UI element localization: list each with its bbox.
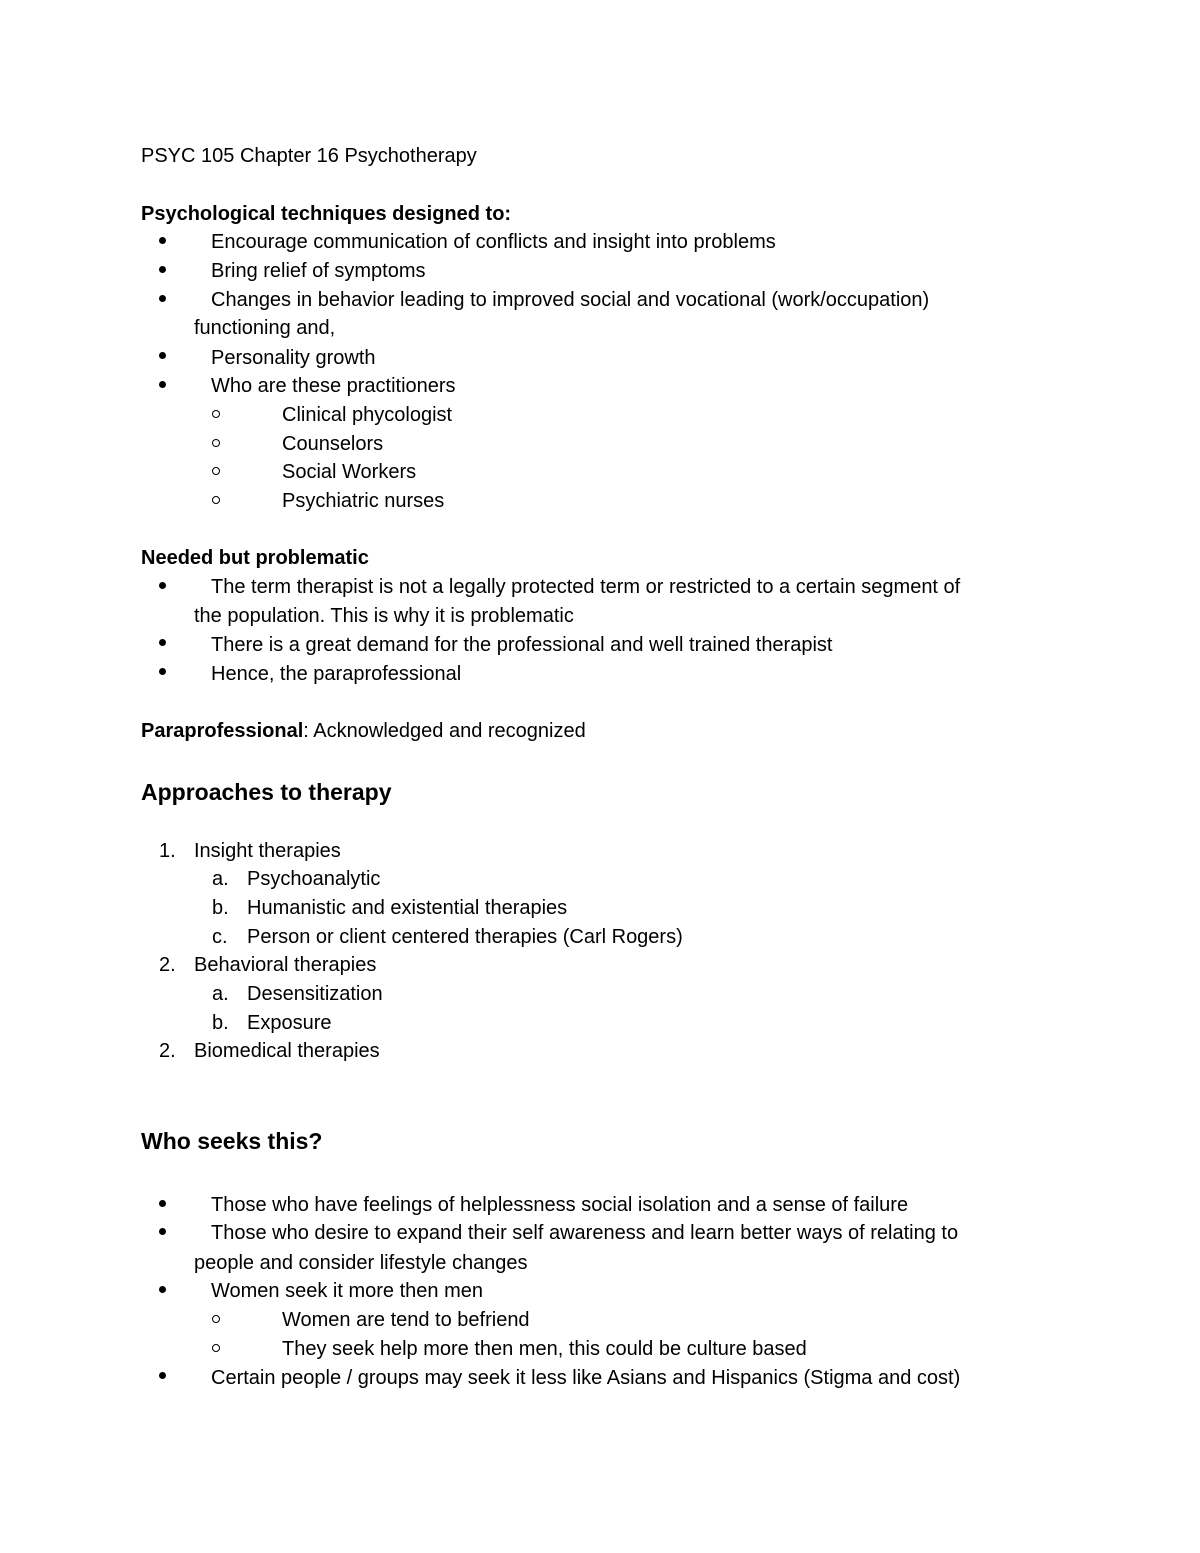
- list-item: Bring relief of symptoms: [211, 260, 426, 282]
- list-item-continuation: functioning and,: [194, 317, 336, 339]
- list-item: Women seek it more then men: [211, 1280, 483, 1302]
- paraprofessional-definition: [141, 719, 586, 743]
- list-item: Personality growth: [211, 347, 376, 369]
- paraprofessional-text: : Acknowledged and recognized: [303, 720, 586, 742]
- circle-bullet-icon: [212, 1344, 220, 1352]
- list-item: Certain people / groups may seek it less like Asians and Hispanics (Stigma and cost): [211, 1367, 961, 1389]
- lettered-item: Exposure: [247, 1012, 332, 1034]
- bullet-icon: [159, 1200, 166, 1207]
- list-item: Hence, the paraprofessional: [211, 663, 462, 685]
- numbered-item: Behavioral therapies: [194, 954, 377, 976]
- sub-list-item: Clinical phycologist: [282, 404, 453, 426]
- list-number: 2.: [159, 954, 176, 976]
- section-heading-techniques: Psychological techniques designed to:: [141, 203, 512, 225]
- lettered-item: Psychoanalytic: [247, 868, 381, 890]
- circle-bullet-icon: [212, 496, 220, 504]
- bullet-icon: [159, 1228, 166, 1235]
- list-item: Who are these practitioners: [211, 375, 456, 397]
- sub-list-item: They seek help more then men, this could be culture based: [282, 1338, 807, 1360]
- bullet-icon: [159, 668, 166, 675]
- list-item: There is a great demand for the professional and well trained therapist: [211, 634, 833, 656]
- sub-list-item: Women are tend to befriend: [282, 1309, 530, 1331]
- bullet-icon: [159, 352, 166, 359]
- circle-bullet-icon: [212, 1315, 220, 1323]
- sub-list-item: Social Workers: [282, 461, 417, 483]
- bullet-icon: [159, 295, 166, 302]
- bullet-icon: [159, 381, 166, 388]
- numbered-item: Insight therapies: [194, 840, 341, 862]
- lettered-item: Person or client centered therapies (Carl Rogers): [247, 926, 683, 948]
- list-letter: b.: [212, 897, 229, 919]
- bullet-icon: [159, 639, 166, 646]
- document-title: PSYC 105 Chapter 16 Psychotherapy: [141, 145, 477, 167]
- sub-list-item: Psychiatric nurses: [282, 490, 445, 512]
- bullet-icon: [159, 266, 166, 273]
- section-heading-problematic: Needed but problematic: [141, 547, 369, 569]
- sub-list-item: Counselors: [282, 433, 384, 455]
- list-item: Changes in behavior leading to improved social and vocational (work/occupation): [211, 289, 930, 311]
- list-letter: a.: [212, 983, 229, 1005]
- approaches-heading: Approaches to therapy: [141, 779, 392, 805]
- list-item-continuation: people and consider lifestyle changes: [194, 1252, 528, 1274]
- list-item-continuation: the population. This is why it is problematic: [194, 605, 574, 627]
- lettered-item: Desensitization: [247, 983, 383, 1005]
- bullet-icon: [159, 1372, 166, 1379]
- numbered-item: Biomedical therapies: [194, 1040, 380, 1062]
- list-letter: c.: [212, 926, 228, 948]
- who-seeks-heading: Who seeks this?: [141, 1128, 323, 1154]
- paraprofessional-term: Paraprofessional: [141, 720, 304, 742]
- circle-bullet-icon: [212, 439, 220, 447]
- list-item: Those who desire to expand their self awareness and learn better ways of relating to: [211, 1222, 959, 1244]
- circle-bullet-icon: [212, 467, 220, 475]
- list-item: The term therapist is not a legally protected term or restricted to a certain segment of: [211, 576, 961, 598]
- bullet-icon: [159, 582, 166, 589]
- list-number: 1.: [159, 840, 176, 862]
- bullet-icon: [159, 237, 166, 244]
- list-item: Those who have feelings of helplessness social isolation and a sense of failure: [211, 1194, 909, 1216]
- list-item: Encourage communication of conflicts and insight into problems: [211, 231, 776, 253]
- list-letter: a.: [212, 868, 229, 890]
- bullet-icon: [159, 1286, 166, 1293]
- circle-bullet-icon: [212, 410, 220, 418]
- lettered-item: Humanistic and existential therapies: [247, 897, 568, 919]
- list-number: 2.: [159, 1040, 176, 1062]
- list-letter: b.: [212, 1012, 229, 1034]
